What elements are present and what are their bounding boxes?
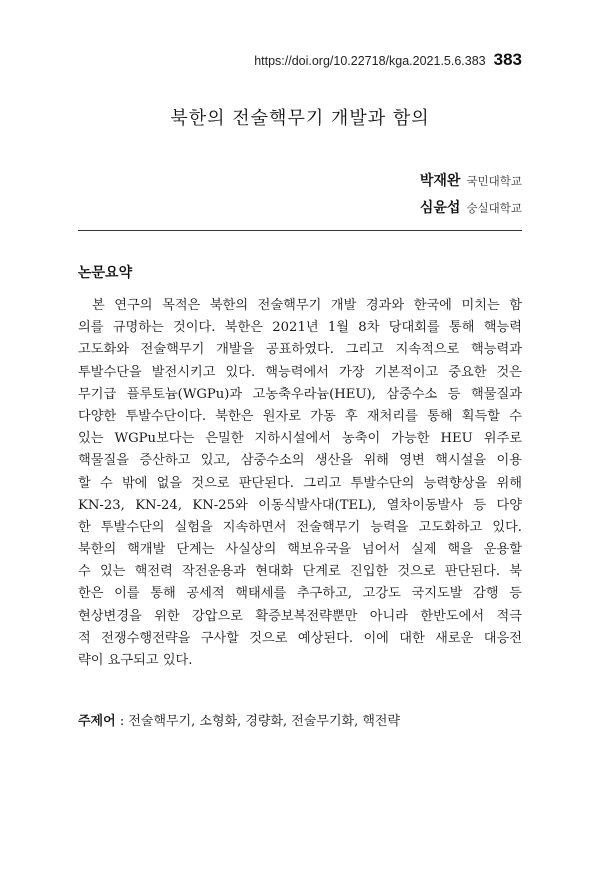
abstract-line: 무기급 플루토늄(WGPu)과 고농축우라늄(HEU), 삼중수소 등 핵물질과 bbox=[78, 386, 522, 402]
page-number: 383 bbox=[493, 50, 522, 69]
abstract-heading: 논문요약 bbox=[78, 265, 133, 281]
abstract-body bbox=[78, 295, 522, 672]
author-affiliation: 숭실대학교 bbox=[466, 201, 522, 215]
abstract-line: 한 투발수단의 실험을 지속하면서 전술핵무기 능력을 고도화하고 있다. bbox=[78, 519, 522, 535]
keywords bbox=[78, 710, 522, 729]
author-1 bbox=[420, 170, 522, 190]
doi-link[interactable]: https://doi.org/10.22718/kga.2021.5.6.383 bbox=[254, 54, 486, 68]
abstract-line: 투발수단을 발전시키고 있다. 핵능력에서 가장 기본적이고 중요한 것은 bbox=[78, 364, 522, 380]
abstract-line: 의를 규명하는 것이다. 북한은 2021년 1월 8차 당대회를 통해 핵능력 bbox=[78, 320, 522, 336]
abstract-line: 고도화와 전술핵무기 개발을 공표하였다. 그리고 지속적으로 핵능력과 bbox=[78, 342, 522, 358]
paper-title: 북한의 전술핵무기 개발과 함의 bbox=[170, 108, 430, 129]
author-affiliation: 국민대학교 bbox=[466, 174, 522, 188]
abstract-line: 북한의 핵개발 단계는 사실상의 핵보유국을 넘어서 실제 핵을 운용할 bbox=[78, 542, 522, 558]
author-name: 심윤섭 bbox=[419, 200, 461, 216]
abstract-line: 적 전쟁수행전략을 구사할 것으로 예상된다. 이에 대한 새로운 대응전 bbox=[78, 630, 522, 646]
abstract-line: 수 있는 핵전력 작전운용과 현대화 단계로 진입한 것으로 판단된다. 북 bbox=[78, 564, 522, 580]
abstract-line: 한은 이를 통해 공세적 핵태세를 추구하고, 고강도 국지도발 감행 등 bbox=[78, 586, 522, 602]
keywords-label: 주제어 bbox=[78, 714, 116, 729]
keywords-text: 전술핵무기, 소형화, 경량화, 전술무기화, 핵전략 bbox=[128, 714, 401, 729]
abstract-line: 현상변경을 위한 강압으로 확증보복전략뿐만 아니라 한반도에서 적극 bbox=[78, 608, 522, 624]
abstract-line: KN-23, KN-24, KN-25와 이동식발사대(TEL), 열차이동발사 등 다양 bbox=[78, 497, 522, 513]
divider bbox=[78, 230, 522, 231]
abstract-line: 할 수 밖에 없을 것으로 판단된다. 그리고 투발수단의 능력향상을 위해 bbox=[78, 475, 522, 491]
abstract-line: 핵물질을 증산하고 있고, 삼중수소의 생산을 위해 영변 핵시설을 이용 bbox=[78, 453, 522, 469]
abstract-line: 략이 요구되고 있다. bbox=[78, 653, 193, 668]
header-line bbox=[254, 50, 522, 70]
author-2 bbox=[420, 197, 522, 217]
keywords-separator: : bbox=[115, 714, 129, 729]
abstract-line: 다양한 투발수단이다. 북한은 원자로 가동 후 재처리를 통해 획득할 수 bbox=[78, 408, 522, 424]
author-name: 박재완 bbox=[419, 173, 461, 189]
abstract-line: 본 연구의 목적은 북한의 전술핵무기 개발 경과와 한국에 미치는 함 bbox=[92, 298, 522, 313]
abstract-line: 있는 WGPu보다는 은밀한 지하시설에서 농축이 가능한 HEU 위주로 bbox=[78, 431, 522, 447]
